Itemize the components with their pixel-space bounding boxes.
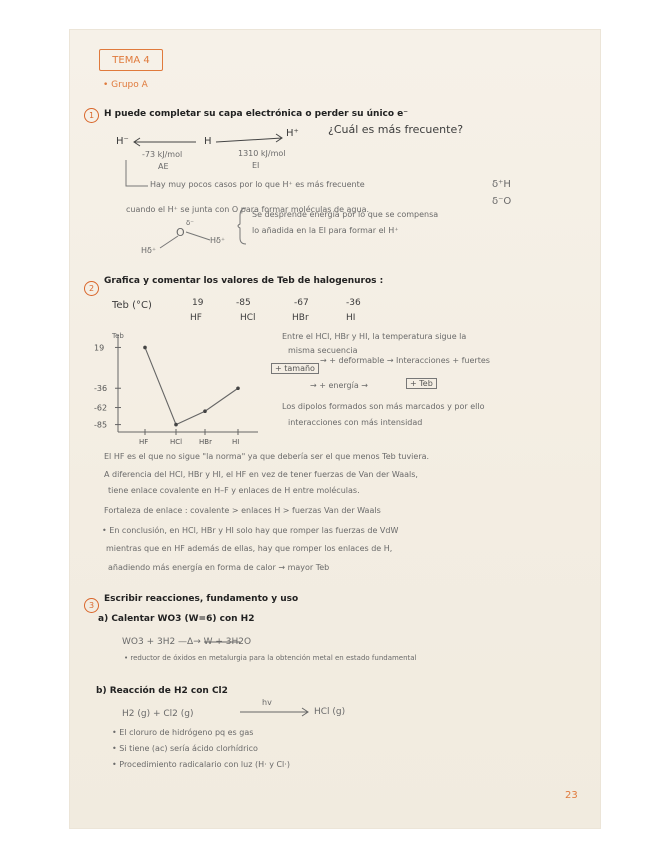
part-a-reaction: WO3 + 3H2 —Δ→ W + 3H2O [122, 637, 252, 647]
chart-y-tick-label: -85 [94, 420, 108, 430]
dipole-top: δ⁺H [492, 179, 511, 190]
compound-hi: HI [346, 313, 356, 323]
comment-line3: Los dipolos formados son más marcados y por ello [282, 402, 485, 411]
part-a-title: a) Calentar WO3 (W=6) con H2 [98, 614, 255, 624]
chart-x-tick-label: HI [232, 438, 240, 446]
compound-hbr: HBr [292, 313, 309, 323]
teb-value-hcl: -85 [236, 298, 251, 308]
chart-point [236, 386, 240, 390]
section2-title: Grafica y comentar los valores de Teb de halogenuros : [104, 276, 384, 286]
chart-point [174, 423, 178, 427]
water-h-right: Hδ⁺ [210, 236, 226, 245]
chart-point [143, 346, 147, 350]
chart-series-line [145, 347, 238, 424]
part-b-reaction-condition: hv [262, 698, 272, 707]
teb-value-hf: 19 [192, 298, 204, 308]
part-b-note1: • El cloruro de hidrógeno pq es gas [112, 728, 254, 737]
water-oxygen: O [176, 226, 185, 239]
section3-number: 3 [84, 598, 99, 613]
dipole-bottom: δ⁻O [492, 196, 512, 207]
chart-y-tick-label: 19 [94, 343, 105, 353]
conclusion-line1: • En conclusión, en HCl, HBr y HI solo hay que romper las fuerzas de VdW [102, 526, 399, 535]
chart-y-tick-label: -62 [94, 403, 108, 413]
ae-label: AE [158, 162, 169, 171]
h-minus: H⁻ [116, 136, 129, 147]
teb-label: Teb (°C) [112, 300, 152, 311]
chart-x-tick-label: HBr [199, 438, 212, 446]
ei-label: EI [252, 161, 260, 170]
part-b-title: b) Reacción de H2 con Cl2 [96, 686, 228, 696]
h-plus: H⁺ [286, 128, 299, 139]
arrow-to-h-plus [216, 138, 282, 142]
ae-value: -73 kJ/mol [142, 150, 183, 159]
paragraph-line4: Fortaleza de enlace : covalente > enlaces H > fuerzas Van der Waals [104, 506, 381, 515]
explanation-line1: Hay muy pocos casos por lo que H⁺ es más frecuente [150, 180, 365, 189]
size-box: + tamaño [271, 363, 319, 374]
comment-line2: misma secuencia [288, 346, 358, 355]
teb-value-hbr: -67 [294, 298, 309, 308]
water-bond-left [160, 236, 178, 248]
teb-value-hi: -36 [346, 298, 361, 308]
water-oxygen-charge: δ⁻ [186, 219, 194, 227]
part-a-note: • reductor de óxidos en metalurgia para la obtención metal en estado fundamental [124, 654, 417, 662]
explanation-line2: cuando el H⁺ se junta con O para formar moléculas de agua. [126, 205, 370, 214]
conclusion-line2: mientras que en HF además de ellas, hay que romper los enlaces de H, [106, 544, 393, 553]
water-h-left: Hδ⁺ [141, 246, 157, 255]
part-b-note2: • Si tiene (ac) sería ácido clorhídrico [112, 744, 258, 753]
chart-x-tick-label: HCl [170, 438, 183, 446]
question: ¿Cuál es más frecuente? [328, 123, 464, 136]
comment-line1: Entre el HCl, HBr y HI, la temperatura sigue la [282, 332, 467, 341]
grupo-label: • Grupo A [103, 80, 148, 90]
water-bond-right [186, 232, 210, 240]
paragraph-line3: tiene enlace covalente en H–F y enlaces de H entre moléculas. [108, 486, 360, 495]
conclusion-line3: añadiendo más energía en forma de calor → mayor Teb [108, 563, 330, 572]
part-b-reaction-right: HCl (g) [314, 707, 346, 717]
water-note2: lo añadida en la EI para formar el H⁺ [252, 226, 399, 235]
explanation-connector [126, 160, 148, 186]
chart-y-tick-label: -36 [94, 384, 108, 394]
part-b-note3: • Procedimiento radicalario con luz (H· y Cl·) [112, 760, 290, 769]
comment-line4: interacciones con más intensidad [288, 418, 423, 427]
paragraph-line1: El HF es el que no sigue "la norma" ya que debería ser el que menos Teb tuviera. [104, 452, 430, 461]
paragraph-line2: A diferencia del HCl, HBr y HI, el HF en vez de tener fuerzas de Van der Waals, [104, 470, 418, 479]
section1-number: 1 [84, 108, 99, 123]
teb-box: + Teb [406, 378, 437, 389]
page-number: 23 [565, 790, 578, 801]
ei-value: 1310 kJ/mol [238, 149, 286, 158]
compound-hf: HF [190, 313, 202, 323]
chart-x-tick-label: HF [139, 438, 149, 446]
chart-point [203, 409, 207, 413]
water-brace [238, 208, 246, 244]
part-b-reaction-left: H2 (g) + Cl2 (g) [122, 709, 194, 719]
section2-number: 2 [84, 281, 99, 296]
compound-hcl: HCl [240, 313, 256, 323]
section1-title: H puede completar su capa electrónica o perder su único e⁻ [104, 109, 409, 119]
h-atom: H [204, 136, 212, 147]
section3-title: Escribir reacciones, fundamento y uso [104, 594, 299, 604]
tema-label: TEMA 4 [99, 49, 163, 71]
arrow-chain2: → + energía → [310, 381, 369, 390]
arrow-chain1: → + deformable → Interacciones + fuertes [320, 356, 490, 365]
chart-ylabel: Teb [112, 332, 124, 340]
water-note1: Se desprende energía por lo que se compensa [252, 210, 439, 219]
